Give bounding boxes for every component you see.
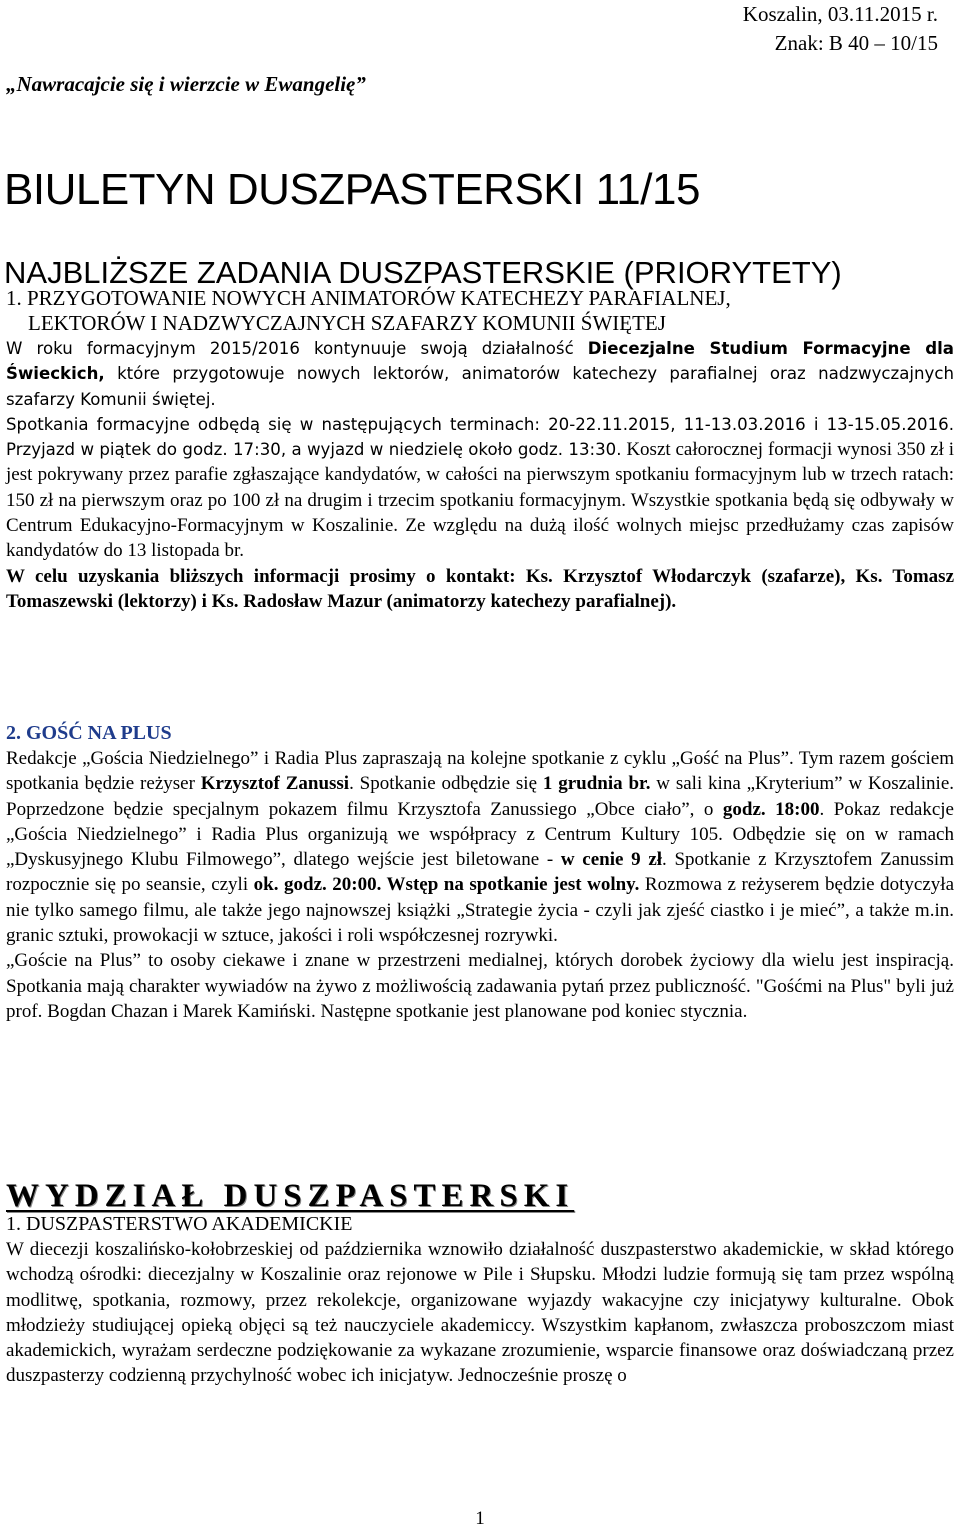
bold-text: 1 grudnia br. <box>542 773 651 795</box>
paragraph <box>6 746 954 948</box>
reference-number: Znak: B 40 – 10/15 <box>774 31 938 55</box>
section-heading: 2. GOŚĆ NA PLUS <box>6 722 172 744</box>
header-meta <box>743 0 938 58</box>
text-span: które przygotowuje nowych lektorów, animatorów katechezy parafialnej oraz nadzwyczajnych szafarzy Komunii świętej. <box>6 364 954 409</box>
paragraph <box>6 412 954 564</box>
page-title: BIULETYN DUSZPASTERSKI 11/15 <box>4 165 700 214</box>
bold-text: ok. godz. 20:00. Wstęp na spotkanie jest wolny. <box>253 874 640 896</box>
text-span: . Pokaz redakcje „Gościa Niedzielnego” i Radia Plus organizują we współpracy z Centrum Kultury 105. Odbędzie się on w ramach „Dyskusyjnego Klubu Filmowego”, dlatego wejście jest biletowane - <box>6 798 954 871</box>
bold-text: godz. 18:00 <box>722 798 820 820</box>
bold-text: w cenie 9 zł <box>560 849 663 871</box>
text-span: w sali kina „Kryterium” w Koszalinie. Poprzedzone będzie specjalnym pokazem filmu Krzysztofa Zanussiego „Obce ciało”, o <box>6 773 955 820</box>
text-span: Rozmowa z reżyserem będzie dotyczyła nie tylko samego filmu, ale także jego najnowszej książki „Strategie życia - czyli jak zjeść ciastko i je mieć”, a także m.in. granic sztuki, prowokacji w sztuce, jakości i roli współczesnej rozrywki. <box>6 874 955 947</box>
text-span: W roku formacyjnym 2015/2016 kontynuuje swoją działalność <box>6 339 588 358</box>
section-heading-continued: LEKTORÓW I NADZWYCZAJNYCH SZAFARZY KOMUNII ŚWIĘTEJ <box>28 311 666 335</box>
place-date: Koszalin, 03.11.2015 r. <box>742 2 938 26</box>
department-heading: WYDZIAŁ DUSZPASTERSKI <box>6 1178 575 1214</box>
paragraph: W diecezji koszalińsko-kołobrzeskiej od października wznowiło działalność duszpasterstwo akademickie, w skład którego wchodzą ośrodki: diecezjalny w Koszalinie oraz rejonowe w Pile i Słupsku. Młodzi ludzie formują się tam przez wspólną modlitwę, spotkania, rozmowy, przez rekolekcje, organizowane wyjazdy wakacyjne czy inicjatywy kulturalne. Obok młodzieży studiującej opieką objęci są też nauczyciele akademiccy. Wszystkim kapłanom, zwłaszcza proboszczom miast akademickich, wyrażam serdeczne podziękowanie za wykazane zrozumienie, wsparcie finansowe oraz doświadczaną przez duszpasterzy codzienną przychylność wobec ich inicjatyw. Jednocześnie proszę o <box>6 1239 954 1387</box>
motto: „Nawracajcie się i wierzcie w Ewangelię” <box>6 72 366 96</box>
section-heading: 1. DUSZPASTERSTWO AKADEMICKIE <box>6 1213 353 1235</box>
bold-text: Krzysztof Zanussi <box>200 773 350 795</box>
text-span: Redakcje „Gościa Niedzielnego” i Radia Plus zapraszają na kolejne spotkanie z cyklu „Gość na Plus”. Tym razem gościem spotkania będzie reżyser <box>6 748 954 795</box>
section-heading: 1. PRZYGOTOWANIE NOWYCH ANIMATORÓW KATECHEZY PARAFIALNEJ, <box>6 286 731 310</box>
text-span: Koszt całorocznej formacji wynosi 350 zł i jest pokrywany przez parafie zgłaszające kandydatów, w całości na pierwszym spotkaniu formacyjnym lub w trzech ratach: 150 zł na pierwszym oraz po 100 zł na drugim i trzecim spotkaniu formacyjnym. Wszystkie spotkania będą się odbywały w Centrum Edukacyjno-Formacyjnym w Koszalinie. Ze względu na dużą ilość wolnych miejsc przedłużamy czas zapisów kandydatów do 13 listopada br. <box>6 439 954 562</box>
paragraph: „Goście na Plus” to osoby ciekawe i znane w przestrzeni medialnej, których dorobek życiowy dla wielu jest inspiracją. Spotkania mają charakter wywiadów na żywo z możliwością zadawania pytań przez publiczność. "Gośćmi na Plus" byli już prof. Bogdan Chazan i Marek Kamiński. Następne spotkanie jest planowane pod koniec stycznia. <box>6 950 954 1022</box>
text-span: . Spotkanie odbędzie się <box>349 773 543 795</box>
text-span: . Spotkanie z Krzysztofem Zanussim rozpocznie się po seansie, czyli <box>6 849 954 896</box>
section-academic-ministry <box>6 1212 954 1389</box>
section-gosc-na-plus <box>6 720 954 1024</box>
page-number: 1 <box>475 1508 485 1529</box>
bold-text: Diecezjalne Studium Formacyjne dla Świeckich, <box>6 339 954 384</box>
priorities-heading: NAJBLIŻSZE ZADANIA DUSZPASTERSKIE (PRIORYTETY) <box>4 255 842 290</box>
paragraph <box>6 336 954 412</box>
section-animators <box>6 286 954 614</box>
contact-paragraph: W celu uzyskania bliższych informacji prosimy o kontakt: Ks. Krzysztof Włodarczyk (szafarze), Ks. Tomasz Tomaszewski (lektorzy) i Ks. Radosław Mazur (animatorzy katechezy parafialnej). <box>6 565 954 612</box>
text-span: Spotkania formacyjne odbędą się w następujących terminach: 20-22.11.2015, 11-13.03.2016 i 13-15.05.2016. Przyjazd w piątek do godz. 17:30, a wyjazd w niedzielę około godz. 13:30. <box>6 414 954 460</box>
